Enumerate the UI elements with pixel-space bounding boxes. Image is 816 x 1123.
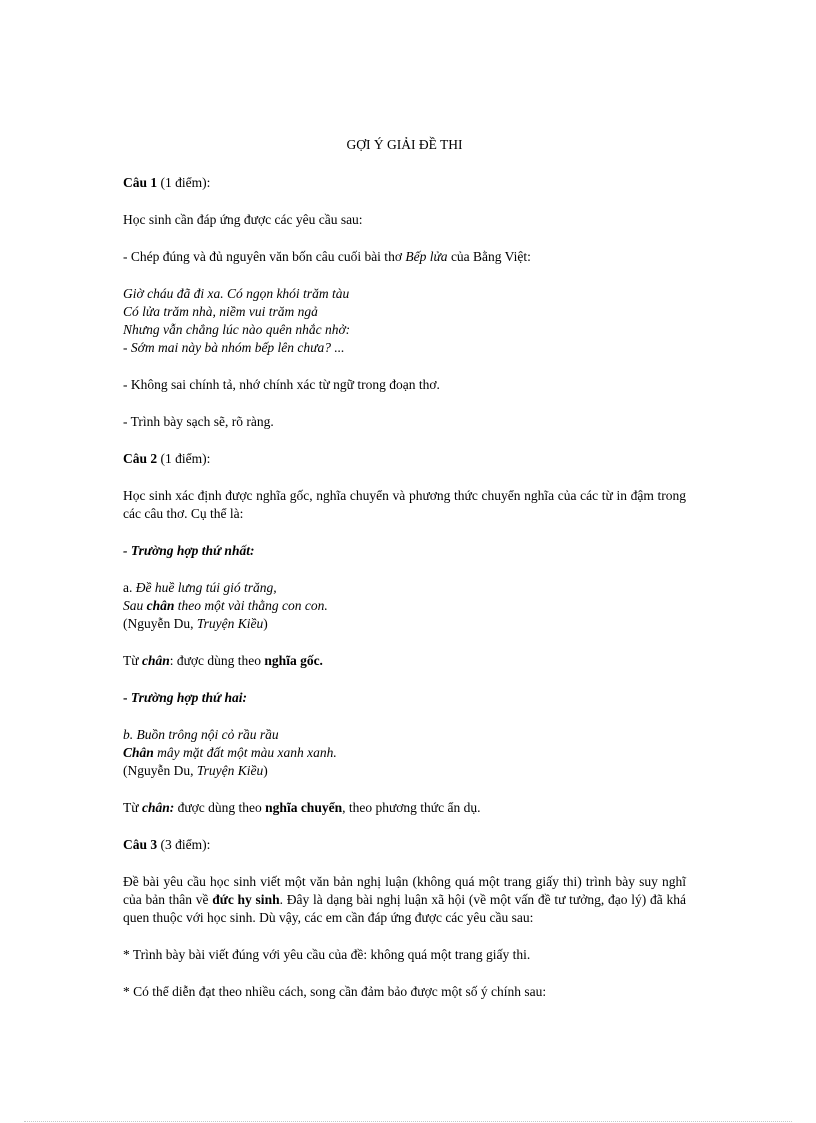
expl-meaning: nghĩa gốc. <box>264 653 323 668</box>
q3-requirement-2: * Có thể diễn đạt theo nhiều cách, song cần đảm bảo được một số ý chính sau: <box>123 984 547 999</box>
poem-line: Giờ cháu đã đi xa. Có ngọn khói trăm tàu <box>123 286 350 301</box>
expl-text: được dùng theo <box>174 800 266 815</box>
q1-req1-text: - Chép đúng và đủ nguyên văn bốn câu cuối bài thơ <box>123 249 406 264</box>
source-author: (Nguyễn Du, <box>123 616 197 631</box>
expl-text: , theo phương thức ẩn dụ. <box>342 800 481 815</box>
q1-label: Câu 1 <box>123 175 158 190</box>
verse-line: b. Buồn trông nội cỏ rầu rầu <box>123 727 279 742</box>
q3-intro <box>123 873 686 927</box>
q2-label: Câu 2 <box>123 451 158 466</box>
q1-heading <box>123 174 686 192</box>
q1-intro: Học sinh cần đáp ứng được các yêu cầu sau: <box>123 212 363 227</box>
poem-excerpt <box>123 285 686 357</box>
q3-points: (3 điểm): <box>157 837 211 852</box>
q2-heading <box>123 450 686 468</box>
source-work: Truyện Kiều <box>196 616 264 631</box>
expl-word: chân <box>141 653 170 668</box>
source-close: ) <box>263 616 268 631</box>
q2-case1-verse <box>123 579 686 633</box>
expl-text: Từ <box>123 653 142 668</box>
highlighted-word: chân <box>146 598 175 613</box>
q2-case1-heading <box>123 542 686 560</box>
q3-heading <box>123 836 686 854</box>
source-work: Truyện Kiều <box>196 763 264 778</box>
case2-heading-text: Trường hợp thứ hai: <box>130 690 247 705</box>
q3-topic: đức hy sinh <box>212 892 280 907</box>
verse-line: theo một vài thằng con con. <box>174 598 328 613</box>
q2-case2-heading <box>123 689 686 707</box>
q2-points: (1 điểm): <box>157 451 211 466</box>
case1-prefix: a. <box>123 580 136 595</box>
q2-intro: Học sinh xác định được nghĩa gốc, nghĩa chuyển và phương thức chuyển nghĩa của các từ in đậm trong các câu thơ. Cụ thể là: <box>123 488 686 521</box>
q3-intro-text: Đề bài yêu cầu học sinh viết một văn bản nghị luận (không quá một trang giấy thi) trình bày suy nghĩ của bản thân về <box>123 874 686 907</box>
q2-case2-verse <box>123 726 686 780</box>
expl-word: chân: <box>141 800 175 815</box>
source-close: ) <box>263 763 268 778</box>
case1-heading-text: - Trường hợp thứ nhất: <box>123 543 255 558</box>
verse-line: mây mặt đất một màu xanh xanh. <box>153 745 337 760</box>
q3-label: Câu 3 <box>123 837 158 852</box>
q1-requirement-3: - Trình bày sạch sẽ, rõ ràng. <box>123 414 274 429</box>
q2-case2-explanation <box>123 799 686 817</box>
verse-line: Đề huề lưng túi gió trăng, <box>135 580 277 595</box>
case2-dash: - <box>123 690 131 705</box>
q2-case1-explanation <box>123 652 686 670</box>
q3-intro-text: . Đây là dạng bài nghị luận xã hội (về một vấn đề tư tưởng, đạo lý) đã khá quen thuộc với học sinh. Dù vậy, các em cần đáp ứng được các yêu cầu sau: <box>123 892 686 925</box>
q1-req1-author: của Bằng Việt: <box>447 249 531 264</box>
page-bottom-border <box>24 1121 792 1122</box>
expl-text: Từ <box>123 800 142 815</box>
poem-line: - Sớm mai này bà nhóm bếp lên chưa? ... <box>123 340 345 355</box>
poem-line: Nhưng vẫn chẳng lúc nào quên nhắc nhở: <box>123 322 351 337</box>
q1-requirement-1 <box>123 248 686 266</box>
expl-text: : được dùng theo <box>169 653 265 668</box>
q1-requirement-2: - Không sai chính tả, nhớ chính xác từ ngữ trong đoạn thơ. <box>123 377 440 392</box>
q1-points: (1 điểm): <box>157 175 211 190</box>
source-author: (Nguyễn Du, <box>123 763 197 778</box>
page-title: GỢI Ý GIẢI ĐỀ THI <box>346 137 463 152</box>
poem-line: Có lửa trăm nhà, niềm vui trăm ngả <box>123 304 318 319</box>
highlighted-word: Chân <box>123 745 154 760</box>
expl-meaning: nghĩa chuyển <box>265 800 343 815</box>
q3-requirement-1: * Trình bày bài viết đúng với yêu cầu của đề: không quá một trang giấy thi. <box>123 947 531 962</box>
poem-title: Bếp lửa <box>405 249 448 264</box>
document-body <box>123 136 686 1020</box>
verse-line: Sau <box>123 598 147 613</box>
